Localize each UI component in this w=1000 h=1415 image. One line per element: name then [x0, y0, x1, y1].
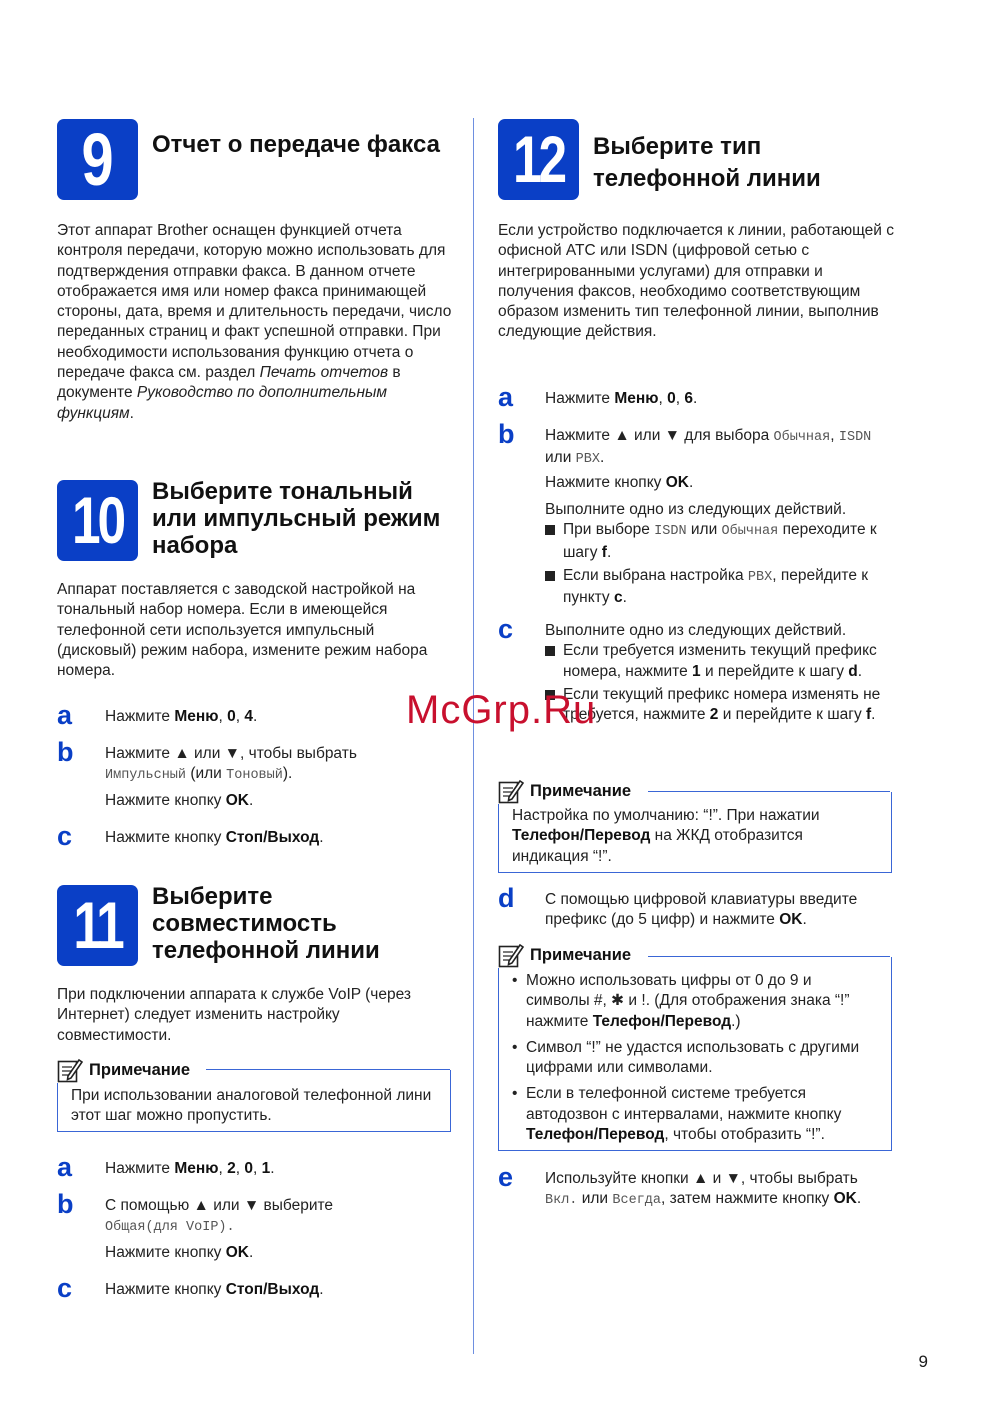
instruction-text: Выполните одно из следующих действий. [545, 501, 847, 518]
note-header-sec12-1 [498, 778, 635, 804]
section-10-title: Выберите тональный или импульсный режим набора [152, 478, 441, 559]
sec11-step-b: С помощью ▲ или ▼ выберите Общая(для VoIP). [105, 1197, 334, 1236]
sec10-step-c: Нажмите кнопку Стоп/Выход. [105, 829, 324, 846]
sec10-step-b: Нажмите ▲ или ▼, чтобы выбрать Импульсный (или Тоновый). [105, 745, 357, 784]
section-12-title: Выберите тип телефонной линии [593, 133, 821, 192]
sec12-step-b: Нажмите ▲ или ▼ для выбора Обычная, ISDN или PBX. [545, 427, 872, 468]
step-letter-b: b [57, 737, 74, 767]
sec12-step-c [545, 621, 895, 725]
step-letter-a: a [57, 1152, 73, 1182]
list-item: Если требуется изменить текущий префикс номера, нажмите 1 и перейдите к шагу d. [545, 641, 895, 682]
step-letter-d: d [498, 883, 515, 913]
list-item: Если выбрана настройка PBX, перейдите к пункту c. [545, 566, 895, 609]
step-letter-b: b [498, 419, 515, 449]
note-label: Примечание [530, 945, 632, 964]
step-number-badge-11: 11 [57, 885, 138, 966]
note-label: Примечание [530, 781, 632, 800]
sec12-step-b-ok: Нажмите кнопку OK. [545, 474, 694, 491]
column-divider [473, 118, 474, 1354]
step-letter-a: a [498, 382, 514, 412]
section-11-title: Выберите совместимость телефонной линии [152, 883, 380, 964]
sec12-step-e: Используйте кнопки ▲ и ▼, чтобы выбрать Вкл. или Всегда, затем нажмите кнопку OK. [545, 1170, 862, 1209]
note-pencil-icon [498, 942, 524, 968]
step-letter-e: e [498, 1162, 514, 1192]
note-header-sec12-2 [498, 942, 635, 968]
step-letter-c: c [498, 614, 514, 644]
sec11-step-a: Нажмите Меню, 2, 0, 1. [105, 1160, 275, 1177]
section-9-title: Отчет о передаче факса [152, 131, 440, 158]
step-letter-c: c [57, 821, 73, 851]
section-9-body: Этот аппарат Brother оснащен функцией отчета контроля передачи, которую можно использовать для подтверждения отправки факса. В данном отчете отображается имя или номер факса принимающей стороны, дата, время и длительность передачи, число переданных страниц и факт успешной отправки. При необходимости использования функцию отчета о передаче факса см. раздел Печать отчетов в документе Руководство по дополнительным функциям. [57, 222, 452, 422]
step-number-badge-10: 10 [57, 480, 138, 561]
section-12-body: Если устройство подключается к линии, работающей с офисной АТС или ISDN (цифровой сетью с интегрированными услугами) для отправки и получения факсов, необходимо соответствующим образом изменить тип телефонной линии, выполнив следующие действия. [498, 222, 895, 341]
sec11-step-c: Нажмите кнопку Стоп/Выход. [105, 1281, 324, 1298]
note-label: Примечание [89, 1060, 191, 1079]
step-letter-b: b [57, 1189, 74, 1219]
section-11-body: При подключении аппарата к службе VoIP (через Интернет) следует изменить настройку совместимости. [57, 986, 412, 1044]
list-item: • Можно использовать цифры от 0 до 9 и символы #, ✱ и !. (Для отображения знака “!” нажмите Телефон/Перевод.) [512, 972, 850, 1030]
section-10-body: Аппарат поставляется с заводской настройкой на тональный набор номера. Если в имеющейся телефонной сети используется импульсный (дисковый) режим набора, измените режим набора номера. [57, 581, 428, 680]
note-pencil-icon [498, 778, 524, 804]
note-text-sec11: При использовании аналоговой телефонной лини этот шаг можно пропустить. [71, 1087, 432, 1125]
sec12-step-d: С помощью цифровой клавиатуры введите префикс (до 5 цифр) и нажмите OK. [545, 891, 858, 929]
note-pencil-icon [57, 1057, 83, 1083]
step-letter-a: a [57, 700, 73, 730]
list-item: Если текущий префикс номера изменять не требуется, нажмите 2 и перейдите к шагу f. [545, 685, 895, 726]
note-header-sec11 [57, 1057, 194, 1083]
watermark-text: McGrp.Ru [406, 688, 597, 732]
list-item: • Если в телефонной системе требуется автодозвон с интервалами, нажмите кнопку Телефон/Перевод, чтобы отобразить “!”. [512, 1085, 842, 1144]
note-text-sec12-2 [512, 971, 874, 1145]
sec12-step-a: Нажмите Меню, 0, 6. [545, 390, 698, 407]
sec10-step-b-ok: Нажмите кнопку OK. [105, 792, 254, 809]
sec12-step-b-options [545, 500, 895, 608]
step-number-badge-9: 9 [57, 119, 138, 200]
note-text-sec12-1: Настройка по умолчанию: “!”. При нажатии Телефон/Перевод на ЖКД отобразится индикация “!”. [512, 807, 820, 865]
list-item: При выборе ISDN или Обычная переходите к шагу f. [545, 520, 895, 563]
step-number-badge-12: 12 [498, 119, 579, 200]
sec10-step-a: Нажмите Меню, 0, 4. [105, 708, 258, 725]
step-letter-c: c [57, 1273, 73, 1303]
instruction-text: Выполните одно из следующих действий. [545, 622, 847, 639]
page-number: 9 [918, 1352, 928, 1371]
sec11-step-b-ok: Нажмите кнопку OK. [105, 1244, 254, 1261]
list-item: • Символ “!” не удастся использовать с другими цифрами или символами. [512, 1038, 860, 1077]
